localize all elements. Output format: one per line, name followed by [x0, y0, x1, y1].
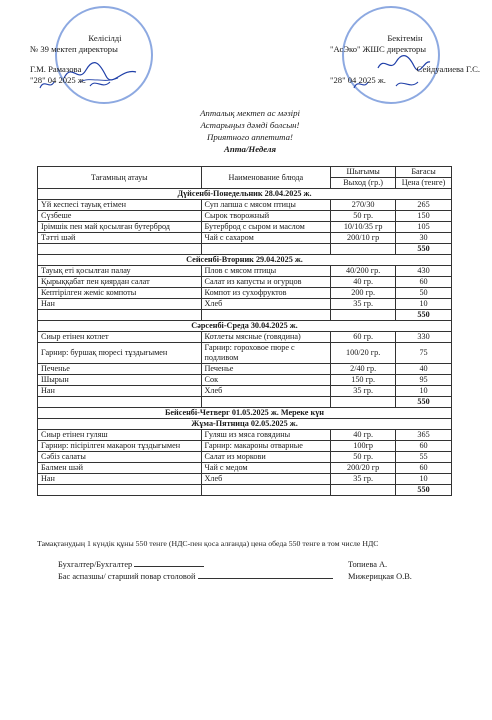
dish-yield: 100/20 гр. — [331, 343, 396, 364]
dish-ru: Плов с мясом птицы — [201, 266, 331, 277]
dish-price: 150 — [396, 211, 452, 222]
dish-ru: Хлеб — [201, 299, 331, 310]
accountant-label: Бухгалтер/Бухгалтер — [58, 560, 133, 569]
empty-cell — [201, 397, 331, 408]
dish-ru: Котлеты мясные (говядина) — [201, 332, 331, 343]
agreed-title: Келісілді — [88, 33, 122, 43]
table-row — [38, 386, 452, 397]
dish-price: 430 — [396, 266, 452, 277]
col-header-ru: Наименование блюда — [201, 167, 331, 189]
dish-kz: Үй кеспесі тауық етімен — [38, 200, 202, 211]
dish-price: 60 — [396, 463, 452, 474]
table-row — [38, 277, 452, 288]
empty-cell — [201, 310, 331, 321]
day-header-row — [38, 189, 452, 200]
dish-yield: 40/200 гр. — [331, 266, 396, 277]
day-total-row — [38, 397, 452, 408]
day-header-row — [38, 321, 452, 332]
day-header-row — [38, 255, 452, 266]
agreed-date: "28" 04 2025 ж. — [30, 75, 86, 85]
empty-cell — [38, 244, 202, 255]
dish-ru: Салат из моркови — [201, 452, 331, 463]
dish-ru: Бутерброд с сыром и маслом — [201, 222, 331, 233]
accountant-signature-line — [134, 566, 204, 567]
empty-cell — [38, 310, 202, 321]
wish-kz: Астарыңыз дәмді болсын! — [200, 120, 300, 130]
day-title: Дүйсенбі-Понедельник 28.04.2025 ж. — [38, 189, 452, 200]
dish-price: 10 — [396, 299, 452, 310]
table-row — [38, 463, 452, 474]
dish-kz: Нан — [38, 386, 202, 397]
cook-label: Бас аспазшы/ старший повар столовой — [58, 572, 196, 581]
dish-kz: Нан — [38, 299, 202, 310]
dish-ru: Гарнир: макароны отварные — [201, 441, 331, 452]
accountant-name: Топиева А. — [348, 560, 388, 569]
col-header-yield-ru: Выход (гр.) — [331, 178, 396, 189]
dish-kz: Ірімшік пен май қосылған бутерброд — [38, 222, 202, 233]
table-row — [38, 375, 452, 386]
table-row — [38, 211, 452, 222]
dish-yield: 10/10/35 гр — [331, 222, 396, 233]
dish-ru: Чай с сахаром — [201, 233, 331, 244]
empty-cell — [201, 244, 331, 255]
dish-yield: 35 гр. — [331, 474, 396, 485]
day-title: Сәрсенбі-Среда 30.04.2025 ж. — [38, 321, 452, 332]
table-row — [38, 222, 452, 233]
approved-name: Сейдуалиева Г.С. — [416, 64, 480, 74]
table-row — [38, 343, 452, 364]
table-row — [38, 288, 452, 299]
dish-yield: 40 гр. — [331, 277, 396, 288]
dish-yield: 200/20 гр — [331, 463, 396, 474]
cook-name: Мижерицкая О.В. — [348, 572, 412, 581]
agreed-position: № 39 мектеп директоры — [30, 44, 118, 54]
empty-cell — [201, 485, 331, 496]
dish-price: 330 — [396, 332, 452, 343]
table-row — [38, 233, 452, 244]
dish-kz: Тауық еті қосылған палау — [38, 266, 202, 277]
dish-yield: 40 гр. — [331, 430, 396, 441]
day-total: 550 — [396, 397, 452, 408]
day-total: 550 — [396, 310, 452, 321]
dish-ru: Гуляш из мяса говядины — [201, 430, 331, 441]
dish-ru: Сок — [201, 375, 331, 386]
dish-yield: 50 гр. — [331, 452, 396, 463]
dish-ru: Компот из сухофруктов — [201, 288, 331, 299]
dish-kz: Печенье — [38, 364, 202, 375]
dish-ru: Хлеб — [201, 474, 331, 485]
table-row — [38, 200, 452, 211]
dish-kz: Гарнир: пісірілген макарон тұздығымен — [38, 441, 202, 452]
dish-yield: 100гр — [331, 441, 396, 452]
dish-kz: Нан — [38, 474, 202, 485]
col-header-yield-kz: Шығымы — [331, 167, 396, 178]
dish-price: 50 — [396, 288, 452, 299]
dish-kz: Гарнир: буршақ пюресі тұздығымен — [38, 343, 202, 364]
dish-price: 60 — [396, 277, 452, 288]
table-row — [38, 332, 452, 343]
price-note: Тамақтанудың 1 күндік құны 550 тенге (НДС-пен қоса алғанда) цена обеда 550 тенге в том числе НДС — [37, 539, 379, 548]
dish-ru: Чай с медом — [201, 463, 331, 474]
agreed-block — [30, 33, 180, 86]
dish-price: 10 — [396, 386, 452, 397]
dish-yield: 270/30 — [331, 200, 396, 211]
approved-date: "28" 04 2025 ж. — [330, 75, 386, 85]
dish-yield: 60 гр. — [331, 332, 396, 343]
approved-title: Бекітемін — [387, 33, 423, 43]
dish-price: 105 — [396, 222, 452, 233]
table-row — [38, 474, 452, 485]
dish-price: 10 — [396, 474, 452, 485]
day-total: 550 — [396, 244, 452, 255]
day-total-row — [38, 310, 452, 321]
week-label: Апта/Неделя — [223, 144, 277, 154]
dish-kz: Кептірілген жеміс компоты — [38, 288, 202, 299]
menu-title-block — [140, 107, 360, 155]
dish-kz: Сүзбеше — [38, 211, 202, 222]
dish-yield: 50 гр. — [331, 211, 396, 222]
empty-cell — [38, 397, 202, 408]
dish-kz: Сиыр етінен котлет — [38, 332, 202, 343]
empty-cell — [331, 310, 396, 321]
day-header-row — [38, 408, 452, 419]
day-total-row — [38, 244, 452, 255]
day-total-row — [38, 485, 452, 496]
dish-kz: Сиыр етінен гуляш — [38, 430, 202, 441]
approved-block — [330, 33, 480, 86]
dish-yield: 2/40 гр. — [331, 364, 396, 375]
dish-yield: 200 гр. — [331, 288, 396, 299]
empty-cell — [331, 485, 396, 496]
menu-title: Апталық мектеп ас мәзірі — [200, 108, 300, 118]
dish-price: 365 — [396, 430, 452, 441]
col-header-price-ru: Цена (тенге) — [396, 178, 452, 189]
dish-price: 75 — [396, 343, 452, 364]
dish-ru: Салат из капусты и огурцов — [201, 277, 331, 288]
day-title: Сейсенбі-Вторник 29.04.2025 ж. — [38, 255, 452, 266]
col-header-price-kz: Бағасы — [396, 167, 452, 178]
dish-yield: 150 гр. — [331, 375, 396, 386]
day-title: Бейсенбі-Четверг 01.05.2025 ж. Мереке күн — [38, 408, 452, 419]
day-title: Жұма-Пятница 02.05.2025 ж. — [38, 419, 452, 430]
menu-table — [37, 166, 452, 496]
dish-price: 40 — [396, 364, 452, 375]
accountant-line — [58, 560, 468, 570]
dish-ru: Хлеб — [201, 386, 331, 397]
dish-kz: Тәтті шәй — [38, 233, 202, 244]
day-header-row — [38, 419, 452, 430]
dish-price: 30 — [396, 233, 452, 244]
table-row — [38, 266, 452, 277]
dish-ru: Гарнир: гороховое пюре с подливом — [201, 343, 331, 364]
cook-line — [58, 572, 468, 582]
wish-ru: Приятного аппетита! — [207, 132, 293, 142]
table-row — [38, 452, 452, 463]
dish-ru: Сырок творожный — [201, 211, 331, 222]
approved-position: "АсЭко" ЖШС директоры — [330, 44, 427, 54]
table-row — [38, 441, 452, 452]
dish-kz: Балмен шәй — [38, 463, 202, 474]
day-total: 550 — [396, 485, 452, 496]
dish-price: 265 — [396, 200, 452, 211]
dish-yield: 35 гр. — [331, 386, 396, 397]
agreed-name: Г.М. Рамазова — [30, 64, 82, 74]
dish-kz: Шырын — [38, 375, 202, 386]
empty-cell — [331, 397, 396, 408]
dish-yield: 35 гр. — [331, 299, 396, 310]
table-row — [38, 364, 452, 375]
dish-price: 55 — [396, 452, 452, 463]
dish-ru: Суп лапша с мясом птицы — [201, 200, 331, 211]
cook-signature-line — [198, 578, 333, 579]
dish-price: 60 — [396, 441, 452, 452]
dish-kz: Қырыққабат пен қиярдан салат — [38, 277, 202, 288]
dish-ru: Печенье — [201, 364, 331, 375]
empty-cell — [38, 485, 202, 496]
dish-yield: 200/10 гр — [331, 233, 396, 244]
col-header-kz: Тағамның атауы — [38, 167, 202, 189]
dish-kz: Сәбіз салаты — [38, 452, 202, 463]
dish-price: 95 — [396, 375, 452, 386]
table-row — [38, 430, 452, 441]
table-row — [38, 299, 452, 310]
empty-cell — [331, 244, 396, 255]
